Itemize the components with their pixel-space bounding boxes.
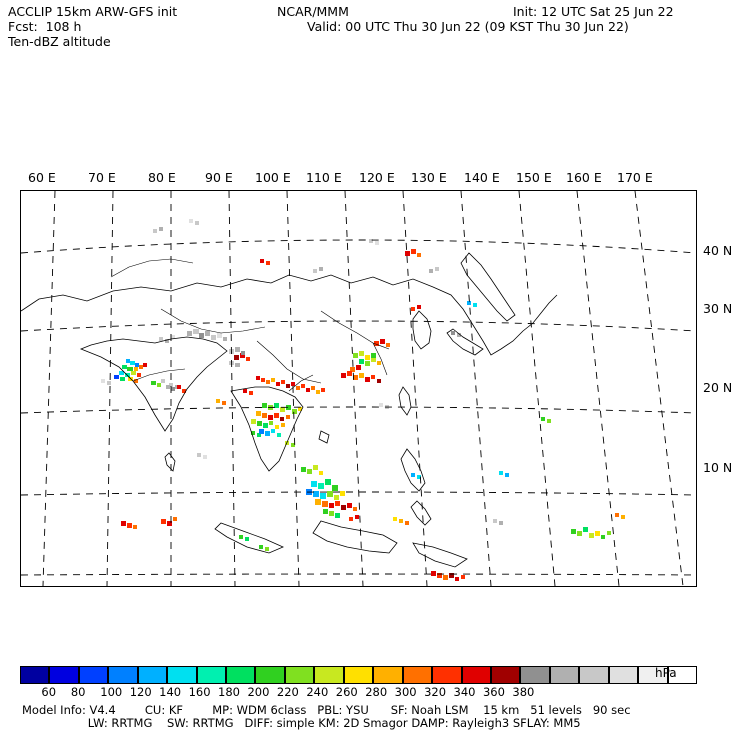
colorbar-tick-label: 260 [335,685,358,699]
x-tick-label: 130 E [411,170,447,185]
colorbar-swatch [373,666,402,684]
colorbar-swatch [79,666,108,684]
colorbar-swatch [226,666,255,684]
colorbar-swatch [491,666,520,684]
colorbar-tick-label: 180 [218,685,240,699]
model-info-line-2: LW: RRTMG SW: RRTMG DIFF: simple KM: 2D Smagor DAMP: Rayleigh3 SFLAY: MM5 [22,716,581,730]
colorbar-tick-label: 120 [129,685,152,699]
header-center: NCAR/MMM [277,4,349,19]
colorbar-swatch [197,666,226,684]
colorbar-swatch [520,666,549,684]
colorbar-swatch [167,666,196,684]
x-tick-label: 120 E [359,170,395,185]
x-tick-label: 160 E [566,170,602,185]
y-tick-label: 30 N [703,301,733,316]
colorbar-unit-label: hPa [655,666,677,680]
colorbar-swatch [314,666,343,684]
colorbar-tick-label: 240 [306,685,329,699]
x-tick-label: 100 E [255,170,291,185]
colorbar-swatch [255,666,284,684]
model-info-line-1: Model Info: V4.4 CU: KF MP: WDM 6class PBL: YSU SF: Noah LSM 15 km 51 levels 90 sec [22,703,631,717]
colorbar-swatch [550,666,579,684]
x-tick-label: 150 E [516,170,552,185]
colorbar-swatch [285,666,314,684]
header-fcst: Fcst: 108 h [8,19,82,34]
colorbar-tick-label: 320 [424,685,447,699]
x-tick-label: 90 E [205,170,233,185]
colorbar-swatch [20,666,49,684]
colorbar-swatch [432,666,461,684]
colorbar-tick-label: 280 [365,685,388,699]
colorbar-swatch [344,666,373,684]
x-tick-label: 110 E [306,170,342,185]
y-tick-label: 40 N [703,243,733,258]
coastlines [21,253,557,567]
colorbar-swatch [403,666,432,684]
x-tick-label: 170 E [617,170,653,185]
colorbar-tick-label: 360 [482,685,505,699]
colorbar-tick-label: 200 [247,685,270,699]
colorbar-swatch [462,666,491,684]
colorbar-tick-label: 80 [70,685,86,699]
header-title: ACCLIP 15km ARW-GFS init [8,4,178,19]
x-tick-label: 140 E [464,170,500,185]
y-tick-label: 20 N [703,380,733,395]
map-plot-area [20,190,697,587]
colorbar-swatch [579,666,608,684]
y-tick-label: 10 N [703,460,733,475]
colorbar-swatch [138,666,167,684]
colorbar-tick-label: 220 [276,685,299,699]
colorbar-swatch [609,666,638,684]
header-valid-time: Valid: 00 UTC Thu 30 Jun 22 (09 KST Thu 30 Jun 22) [307,19,629,34]
colorbar [20,666,697,699]
graticule [21,191,696,586]
colorbar-tick-label: 300 [394,685,417,699]
x-tick-label: 60 E [28,170,56,185]
x-tick-label: 80 E [148,170,176,185]
colorbar-tick-label: 340 [453,685,476,699]
colorbar-tick-label: 60 [41,685,57,699]
colorbar-tick-label: 140 [159,685,182,699]
colorbar-tick-label: 380 [512,685,535,699]
colorbar-swatch [108,666,137,684]
header-init-time: Init: 12 UTC Sat 25 Jun 22 [513,4,674,19]
map-vector-layer [21,191,696,586]
colorbar-swatch [49,666,78,684]
x-tick-label: 70 E [88,170,116,185]
colorbar-tick-label: 100 [100,685,123,699]
colorbar-tick-label: 160 [188,685,211,699]
header-field-name: Ten-dBZ altitude [8,34,111,49]
